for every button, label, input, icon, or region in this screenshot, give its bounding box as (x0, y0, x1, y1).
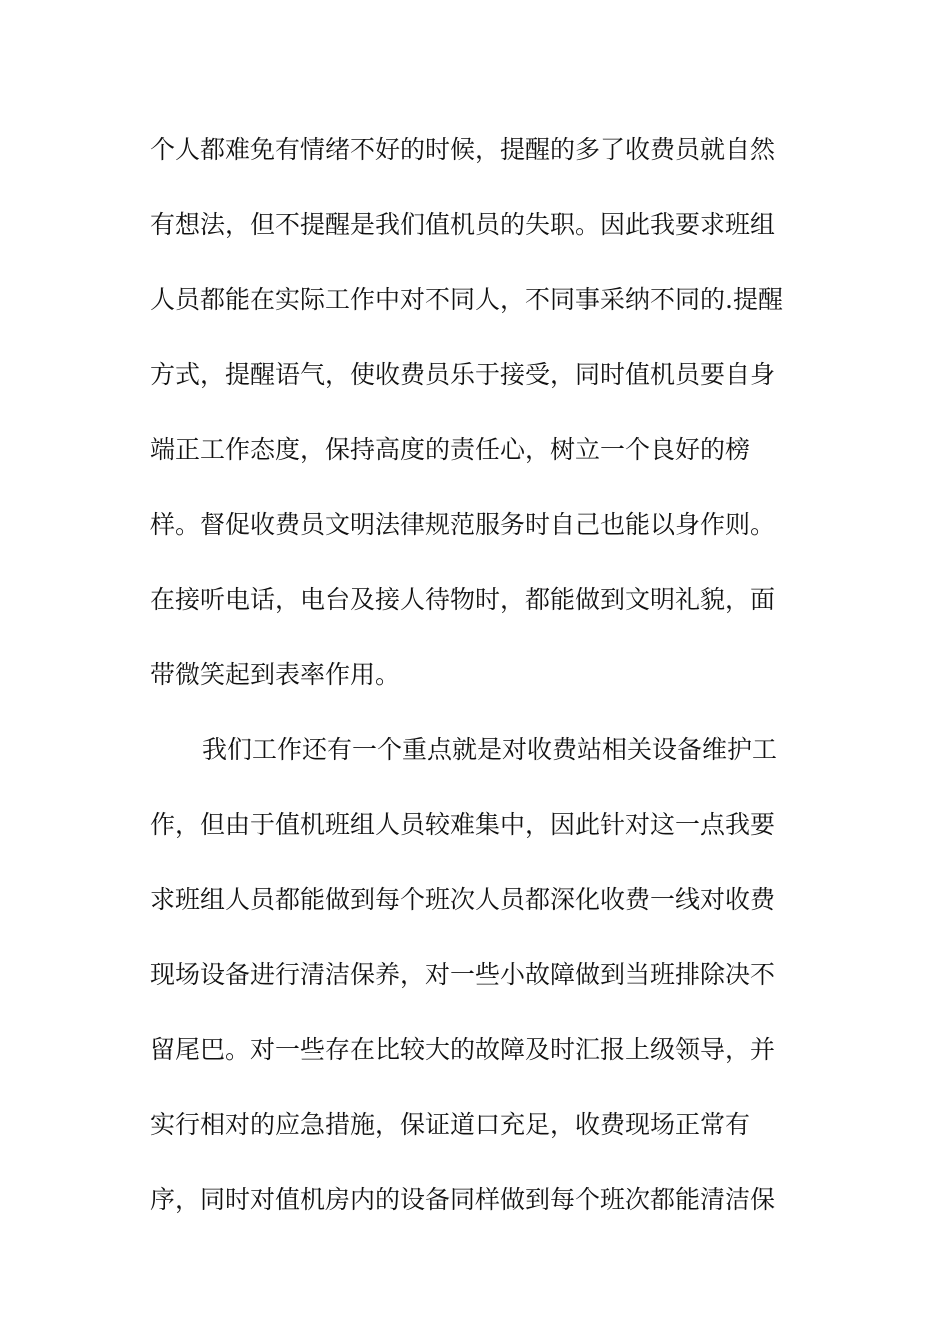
text-line: 作，但由于值机班组人员较难集中，因此针对这一点我要 (150, 810, 776, 839)
text-line: 实行相对的应急措施，保证道口充足，收费现场正常有 (150, 1110, 751, 1139)
text-line: 在接听电话，电台及接人待物时，都能做到文明礼貌，面 (150, 585, 776, 614)
text-line: 样。督促收费员文明法律规范服务时自己也能以身作则。 (150, 510, 776, 539)
text-line: 个人都难免有情绪不好的时候，提醒的多了收费员就自然 (150, 135, 776, 164)
text-line: 有想法，但不提醒是我们值机员的失职。因此我要求班组 (150, 210, 776, 239)
text-line: 人员都能在实际工作中对不同人，不同事采纳不同的.提醒 (150, 285, 783, 314)
text-line: 序，同时对值机房内的设备同样做到每个班次都能清洁保 (150, 1185, 776, 1214)
text-line: 端正工作态度，保持高度的责任心，树立一个良好的榜 (150, 435, 751, 464)
text-line: 留尾巴。对一些存在比较大的故障及时汇报上级领导，并 (150, 1035, 776, 1064)
text-line: 现场设备进行清洁保养，对一些小故障做到当班排除决不 (150, 960, 776, 989)
text-line: 带微笑起到表率作用。 (150, 660, 401, 689)
text-line: 方式，提醒语气，使收费员乐于接受，同时值机员要自身 (150, 360, 776, 389)
paragraph-first-line: 我们工作还有一个重点就是对收费站相关设备维护工 (202, 735, 778, 764)
text-line: 求班组人员都能做到每个班次人员都深化收费一线对收费 (150, 885, 776, 914)
